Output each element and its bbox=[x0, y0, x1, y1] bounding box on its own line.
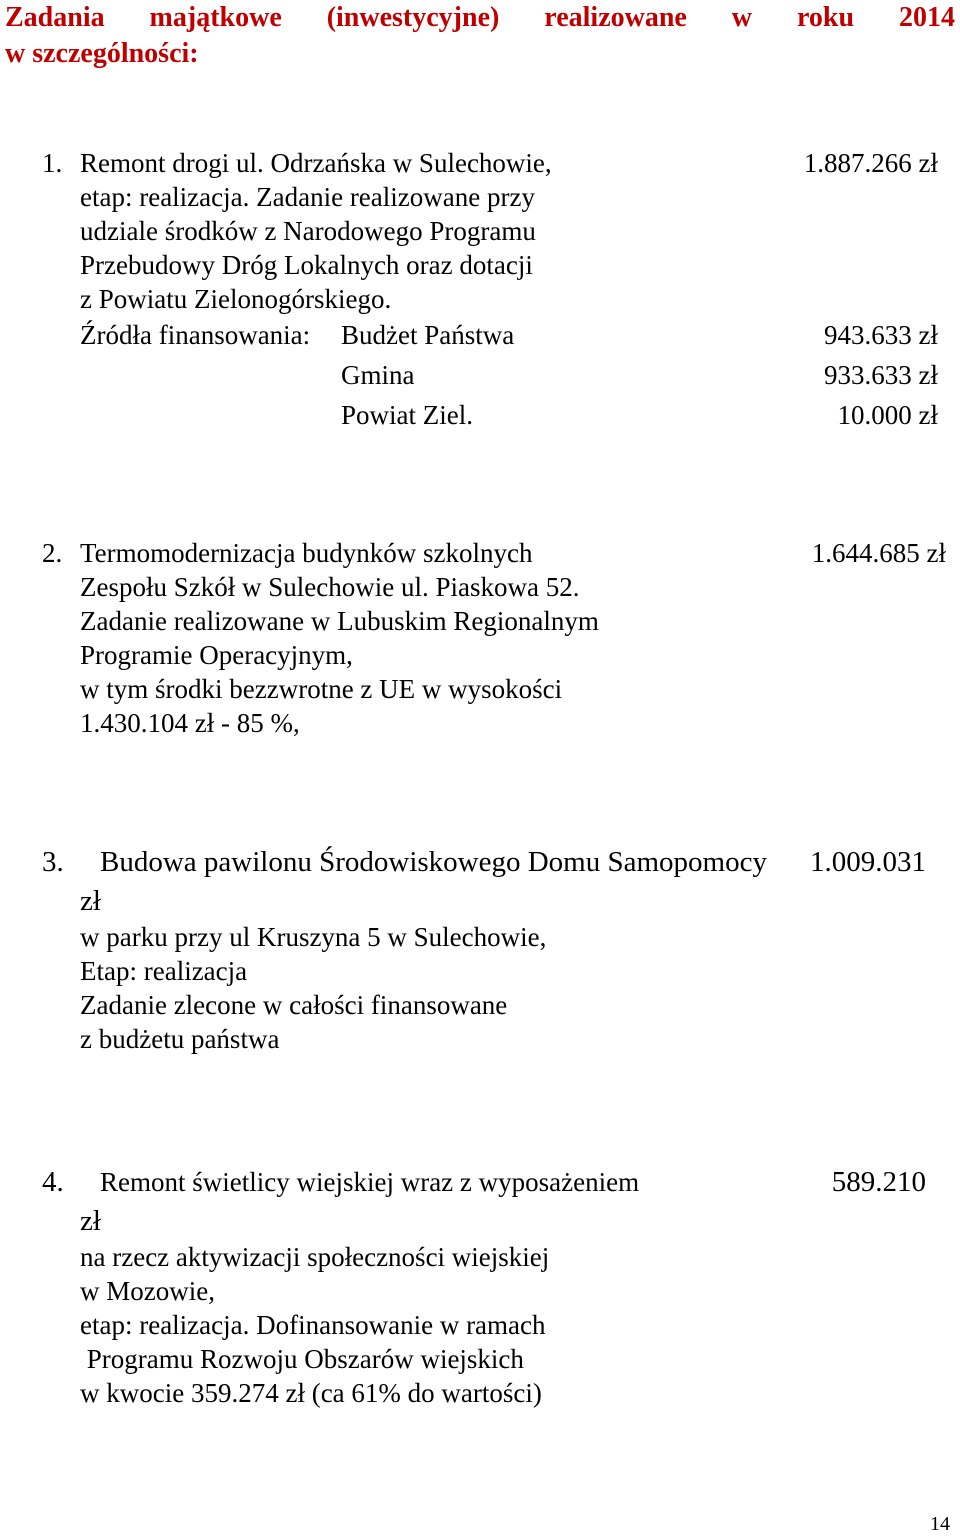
heading-line-2: w szczególności: bbox=[5, 38, 199, 69]
item-line: z Powiatu Zielonogórskiego. bbox=[80, 284, 392, 314]
item-line: Programie Operacyjnym, bbox=[80, 640, 353, 670]
heading-line-1: Zadania majątkowe (inwestycyjne) realizowane w roku 2014 bbox=[5, 2, 955, 33]
item-number: 4. bbox=[42, 1166, 64, 1198]
item-number: 1. bbox=[42, 148, 63, 178]
item-title: Termomodernizacja budynków szkolnych bbox=[80, 538, 533, 568]
item-line: Etap: realizacja bbox=[80, 956, 248, 986]
item-line: Przebudowy Dróg Lokalnych oraz dotacji bbox=[80, 250, 533, 280]
funding-source-name: Gmina bbox=[341, 360, 415, 390]
item-line: etap: realizacja. Zadanie realizowane przy bbox=[80, 182, 535, 212]
item-line: na rzecz aktywizacji społeczności wiejskiej bbox=[80, 1242, 550, 1272]
item-title: Remont drogi ul. Odrzańska w Sulechowie, bbox=[80, 148, 552, 178]
item-line: udziale środków z Narodowego Programu bbox=[80, 216, 536, 246]
item-amount: 1.644.685 zł bbox=[811, 538, 946, 568]
funding-label: Źródła finansowania: bbox=[80, 320, 311, 350]
item-line: Zespołu Szkół w Sulechowie ul. Piaskowa 52. bbox=[80, 572, 580, 602]
item-number: 3. bbox=[42, 846, 64, 878]
item-amount: 1.887.266 zł bbox=[803, 148, 938, 178]
item-amount: 1.009.031 bbox=[810, 846, 926, 878]
item-title: Budowa pawilonu Środowiskowego Domu Samopomocy bbox=[100, 846, 767, 878]
item-title: Remont świetlicy wiejskiej wraz z wyposażeniem bbox=[100, 1167, 640, 1197]
item-line: w Mozowie, bbox=[80, 1276, 215, 1306]
section-heading bbox=[5, 0, 955, 72]
funding-source-name: Powiat Ziel. bbox=[341, 400, 473, 430]
item-line: zł bbox=[80, 1205, 101, 1237]
item-line: zł bbox=[80, 885, 101, 917]
item-line: w parku przy ul Kruszyna 5 w Sulechowie, bbox=[80, 922, 547, 952]
item-line: w kwocie 359.274 zł (ca 61% do wartości) bbox=[80, 1378, 542, 1408]
item-number: 2. bbox=[42, 538, 63, 568]
funding-source-amount: 943.633 zł bbox=[824, 320, 938, 350]
item-line: Zadanie realizowane w Lubuskim Regionalnym bbox=[80, 606, 599, 636]
item-line: 1.430.104 zł - 85 %, bbox=[80, 708, 300, 738]
page-number: 14 bbox=[930, 1513, 950, 1535]
item-line: w tym środki bezzwrotne z UE w wysokości bbox=[80, 674, 563, 704]
funding-source-name: Budżet Państwa bbox=[341, 320, 515, 350]
item-amount: 589.210 bbox=[831, 1166, 926, 1198]
item-line: etap: realizacja. Dofinansowanie w ramach bbox=[80, 1310, 546, 1340]
funding-source-amount: 933.633 zł bbox=[824, 360, 938, 390]
item-line: Programu Rozwoju Obszarów wiejskich bbox=[80, 1344, 524, 1374]
item-line: Zadanie zlecone w całości finansowane bbox=[80, 990, 508, 1020]
funding-source-amount: 10.000 zł bbox=[837, 400, 938, 430]
item-line: z budżetu państwa bbox=[80, 1024, 280, 1054]
